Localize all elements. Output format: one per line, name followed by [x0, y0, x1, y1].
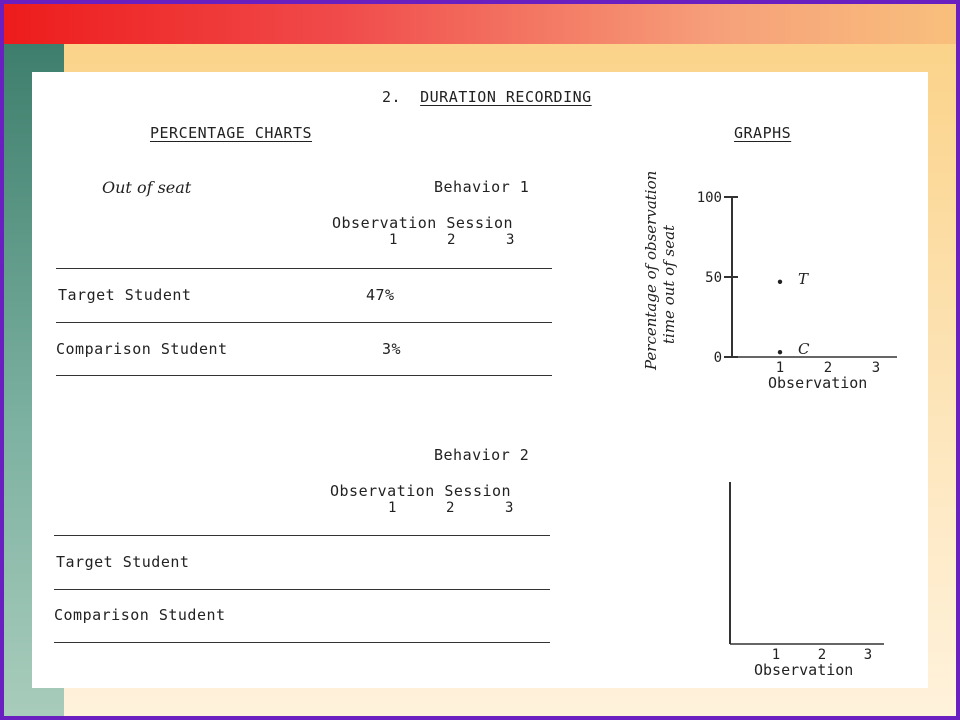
table-cell-value: 3%: [382, 340, 402, 358]
session-header: Observation Session: [332, 214, 514, 232]
percentage-charts-heading: PERCENTAGE CHARTS: [150, 124, 313, 142]
y-axis-title-line: time out of seat: [660, 224, 678, 344]
row-label: Comparison Student: [56, 340, 228, 358]
behavior-2-label: Behavior 2: [434, 446, 530, 464]
y-tick-label: 0: [713, 350, 722, 366]
top-gradient-bar: [0, 0, 960, 44]
table-cell-value: 47%: [366, 286, 395, 304]
x-axis-title: Observation: [754, 661, 854, 679]
session-number: 1: [388, 500, 397, 516]
table-divider: [56, 268, 552, 269]
x-tick-label: 2: [817, 647, 827, 663]
table-divider: [56, 322, 552, 323]
behavior-1-label: Behavior 1: [434, 178, 530, 196]
session-number: 2: [446, 500, 455, 516]
behavior-name: Out of seat: [102, 178, 192, 197]
section-title-text: DURATION RECORDING: [420, 88, 592, 106]
table-divider: [54, 535, 550, 536]
data-point-label: T: [798, 269, 809, 288]
row-label: Target Student: [56, 553, 190, 571]
row-label: Comparison Student: [54, 606, 226, 624]
data-point-label: C: [798, 340, 810, 359]
x-tick-label: 1: [775, 360, 785, 376]
data-point: [778, 350, 782, 354]
graph-behavior-1: [672, 182, 912, 394]
x-tick-label: 3: [871, 360, 881, 376]
y-tick-label: 100: [696, 190, 722, 206]
x-tick-label: 1: [771, 647, 781, 663]
x-tick-label: 2: [823, 360, 833, 376]
graphs-heading: GRAPHS: [734, 124, 792, 142]
table-divider: [54, 589, 550, 590]
session-number: 3: [505, 500, 514, 516]
session-number: 2: [447, 232, 456, 248]
session-header: Observation Session: [330, 482, 512, 500]
table-divider: [54, 642, 550, 643]
section-title: [382, 88, 592, 106]
y-axis-title-line: Percentage of observation: [642, 170, 660, 370]
y-tick-label: 50: [705, 270, 722, 286]
table-divider: [56, 375, 552, 376]
session-number: 1: [389, 232, 398, 248]
graph-behavior-2: [672, 472, 912, 684]
document-page: [32, 72, 928, 688]
x-axis-title: Observation: [768, 374, 868, 392]
section-number: 2.: [382, 88, 402, 106]
row-label: Target Student: [58, 286, 192, 304]
session-number: 3: [506, 232, 515, 248]
x-tick-label: 3: [863, 647, 873, 663]
data-point: [778, 280, 782, 284]
